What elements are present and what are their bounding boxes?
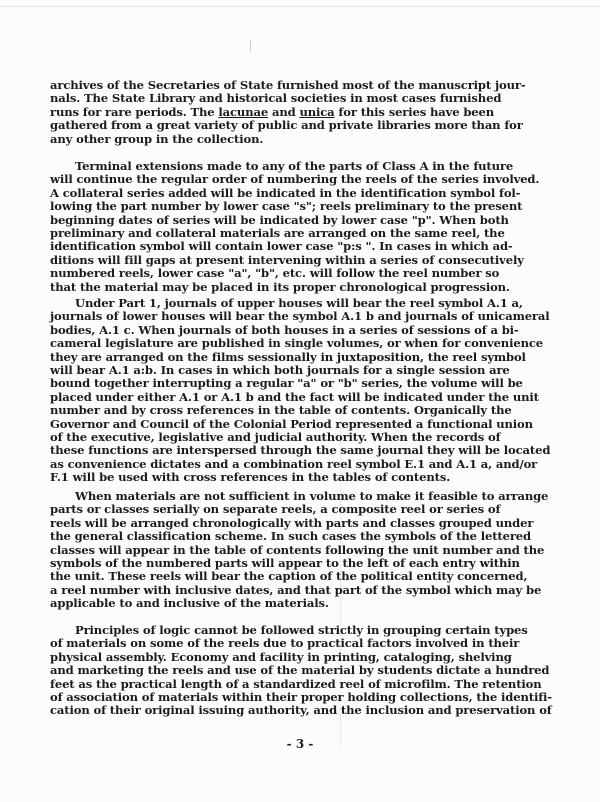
scan-edge-mark [250, 40, 251, 52]
text-line: they are arranged on the films sessionally in juxtaposition, the reel symbol [50, 349, 526, 364]
text-line: will bear A.1 a:b. In cases in which both journals for a single session are [50, 363, 510, 378]
text-line: A collateral series added will be indicated in the identification symbol fol- [50, 185, 521, 200]
text-line: Governor and Council of the Colonial Period represented a functional union [50, 416, 533, 431]
text-line: bodies, A.1 c. When journals of both houses in a series of sessions of a bi- [50, 322, 519, 337]
text-line: runs for rare periods. The lacunae and unica for this series have been [50, 104, 495, 119]
text-line: When materials are not sufficient in volume to make it feasible to arrange [75, 489, 549, 503]
text-line: ditions will fill gaps at present intervening within a series of consecutively [50, 252, 524, 267]
text-line: placed under either A.1 or A.1 b and the fact will be indicated under the unit [50, 389, 539, 404]
paragraph-3 [50, 297, 562, 485]
paragraph-5 [50, 624, 562, 718]
text-line: Terminal extensions made to any of the parts of Class A in the future [75, 159, 514, 173]
text-line: journals of lower houses will bear the symbol A.1 b and journals of unicameral [50, 309, 550, 324]
underlined-term: lacunae [218, 104, 269, 119]
text-line: applicable to and inclusive of the materials. [50, 596, 329, 611]
text-line: number and by cross references in the table of contents. Organically the [50, 403, 512, 418]
text-line: gathered from a great variety of public and private libraries more than for [50, 118, 523, 133]
text-line: cation of their original issuing authority, and the inclusion and preservation of [50, 703, 552, 718]
text-line: of materials on some of the reels due to practical factors involved in their [50, 636, 520, 651]
text-line: Under Part 1, journals of upper houses will bear the reel symbol A.1 a, [75, 296, 523, 310]
text-line: Principles of logic cannot be followed strictly in grouping certain types [75, 623, 528, 637]
text-line: cameral legislature are published in single volumes, or when for convenience [50, 336, 543, 351]
text-line: that the material may be placed in its proper chronological progression. [50, 279, 510, 294]
paragraph-4 [50, 490, 562, 611]
text-line: F.1 will be used with cross references in the tables of contents. [50, 470, 451, 485]
page-number: - 3 - [286, 737, 314, 751]
text-line: bound together interrupting a regular "a" or "b" series, the volume will be [50, 376, 523, 391]
text-line: these functions are interspersed through the same journal they will be located [50, 443, 551, 458]
paragraph-2 [50, 160, 562, 294]
underlined-term: unica [299, 104, 335, 119]
text-line: archives of the Secretaries of State furnished most of the manuscript jour- [50, 78, 526, 92]
text-line: feet as the practical length of a standardized reel of microfilm. The retention [50, 676, 542, 691]
text-line: any other group in the collection. [50, 131, 264, 146]
text-line: the general classification scheme. In such cases the symbols of the lettered [50, 529, 531, 544]
text-line: classes will appear in the table of contents following the unit number and the [50, 542, 545, 557]
text-line: of the executive, legislative and judicial authority. When the records of [50, 430, 501, 445]
text-line: will continue the regular order of numbering the reels of the series involved. [50, 172, 540, 187]
paragraph-1 [50, 79, 562, 146]
text-line: physical assembly. Economy and facility in printing, cataloging, shelving [50, 649, 512, 664]
text-line: numbered reels, lower case "a", "b", etc. will follow the reel number so [50, 266, 500, 281]
text-line: as convenience dictates and a combination reel symbol E.1 and A.1 a, and/or [50, 456, 538, 471]
text-line: parts or classes serially on separate reels, a composite reel or series of [50, 502, 501, 517]
text-line: lowing the part number by lower case "s"; reels preliminary to the present [50, 199, 523, 214]
text-line: symbols of the numbered parts will appear to the left of each entry within [50, 556, 520, 571]
text-line: of association of materials within their proper holding collections, the identifi- [50, 690, 552, 705]
text-line: and marketing the reels and use of the material by students dictate a hundred [50, 663, 550, 678]
text-line: beginning dates of series will be indicated by lower case "p". When both [50, 212, 509, 227]
text-line: preliminary and collateral materials are arranged on the same reel, the [50, 226, 505, 241]
text-line: the unit. These reels will bear the caption of the political entity concerned, [50, 569, 528, 584]
text-line: identification symbol will contain lower case "p:s ". In cases in which ad- [50, 239, 513, 254]
text-line: nals. The State Library and historical societies in most cases furnished [50, 91, 502, 106]
scan-edge-mark [0, 6, 600, 7]
text-line: reels will be arranged chronologically with parts and classes grouped under [50, 515, 534, 530]
text-line: a reel number with inclusive dates, and that part of the symbol which may be [50, 582, 542, 597]
